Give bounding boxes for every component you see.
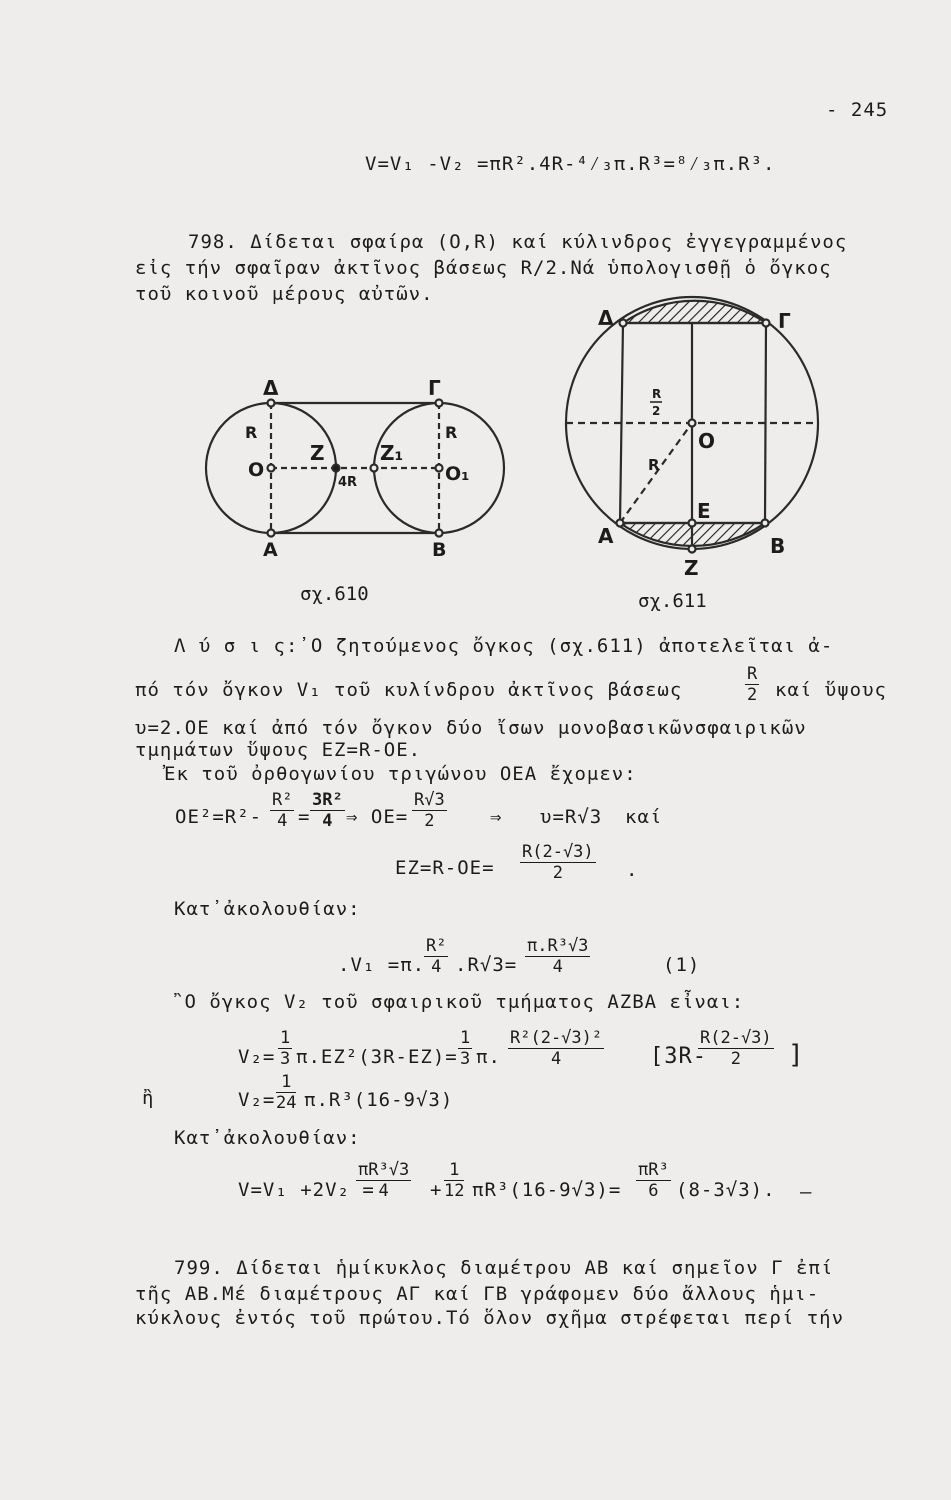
fig611-label-z: Z xyxy=(684,556,699,580)
solution-line-5: Ἐκ τοῦ ὀρθογωνίου τριγώνου OEA ἔχομεν: xyxy=(164,763,637,785)
eq-ez-frac xyxy=(520,842,596,883)
kat-line-1: Κατ᾿ἀκολουθίαν: xyxy=(174,898,361,920)
frac-num: R xyxy=(747,664,758,684)
fig610-label-gamma: Γ xyxy=(428,376,441,400)
eq-v2b-b: π.R³(16-9√3) xyxy=(304,1089,454,1111)
frac-den: 2 xyxy=(552,863,563,883)
frac-den: 3 xyxy=(460,1049,471,1069)
frac-num: R√3 xyxy=(414,790,445,810)
fig610-label-o1: O₁ xyxy=(445,463,470,485)
frac-den: 24 xyxy=(276,1093,297,1113)
fig610-label-b: B xyxy=(432,539,447,561)
eq-v2-a: V₂= xyxy=(238,1046,276,1068)
eq-v2b-a: V₂= xyxy=(238,1089,276,1111)
frac-num: R² xyxy=(426,936,447,956)
frac-num: 1 xyxy=(444,1160,464,1181)
fig610-label-a: A xyxy=(263,539,278,561)
frac-den: 4 xyxy=(431,957,442,977)
figure-611-shapes xyxy=(566,297,818,553)
eq-v1-frac-2 xyxy=(525,936,590,977)
page-number: - 245 xyxy=(826,99,889,121)
eq-v1-frac-1 xyxy=(424,936,448,977)
eq-v2b-frac xyxy=(276,1072,296,1113)
fig610-label-o: O xyxy=(248,459,265,481)
frac-den: 2 xyxy=(747,685,758,705)
eq-final-frac-2 xyxy=(444,1160,464,1201)
problem-799-line-1: 799. Δίδεται ἡμίκυκλος διαμέτρου AB καί σημεῖον Γ ἐπί xyxy=(174,1257,834,1279)
frac-num: R²(2-√3)² xyxy=(510,1028,603,1048)
problem-799-line-2: τῆς AB.Μέ διαμέτρους AΓ καί ΓB γράφομεν δύο ἄλλους ἡμι- xyxy=(135,1283,820,1305)
eq-final-plus: + xyxy=(430,1179,443,1201)
eq-v2-e: ] xyxy=(788,1040,805,1070)
solution-line-3: υ=2.OE καί ἀπό τόν ὄγκον δύο ἴσων μονοβασικῶνσφαιρικῶν xyxy=(135,717,807,739)
frac-num: π.R³√3 xyxy=(527,936,589,956)
eq-final-frac-1 xyxy=(356,1160,411,1201)
fig611-label-e: E xyxy=(697,499,711,523)
solution-line-2a: πό τόν ὄγκον V₁ τοῦ κυλίνδρου ἀκτῖνος βάσεως xyxy=(135,679,683,701)
eq-oe-left: OE²=R²- xyxy=(175,806,263,828)
fig610-label-delta: Δ xyxy=(263,376,279,400)
fig610-label-4r: 4R xyxy=(338,475,358,490)
frac-den: 4 xyxy=(550,1049,562,1069)
eta-or: ἢ xyxy=(142,1087,155,1109)
fig610-label-r-right: R xyxy=(445,423,458,442)
solution-line-2-frac xyxy=(745,664,759,705)
eq-v2-frac-2 xyxy=(458,1028,472,1069)
eq-ez-dot: . xyxy=(626,859,639,881)
fig611-label-o: O xyxy=(698,429,716,453)
line-v2: ῍Ο ὄγκος V₂ τοῦ σφαιρικοῦ τμήματος AZBA εἶναι: xyxy=(172,991,745,1013)
fig610-label-z: Z xyxy=(310,441,325,465)
eq-oe-frac-2 xyxy=(310,790,345,831)
frac-num: 1 xyxy=(460,1028,471,1048)
solution-line-1: Λ ύ σ ι ς:᾿Ο ζητούμενος ὄγκος (σχ.611) ἀποτελεῖται ἀ- xyxy=(174,635,834,657)
frac-num: R(2-√3) xyxy=(700,1028,772,1048)
eq-ez-left: EZ=R-OE= xyxy=(395,857,495,879)
eq-final-frac-3 xyxy=(636,1160,671,1201)
fig611-label-gamma: Γ xyxy=(778,309,791,333)
eq-v2-frac-1 xyxy=(278,1028,292,1069)
frac-num: 1 xyxy=(276,1072,296,1093)
eq-oe-frac-3 xyxy=(412,790,447,831)
solution-line-4: τμημάτων ὕψους EZ=R-OE. xyxy=(135,739,422,761)
fig610-label-z1: Z₁ xyxy=(380,441,404,465)
fig611-label-r-half-den: 2 xyxy=(652,404,661,418)
frac-num: R² xyxy=(272,790,293,810)
eq-final-b: πR³(16-9√3)= xyxy=(472,1179,622,1201)
eq-v2-d: [3R- xyxy=(650,1044,707,1069)
eq-v2-c: π. xyxy=(476,1046,501,1068)
eq-final-c: (8-3√3). xyxy=(676,1179,776,1201)
eq-v1-mid: .R√3= xyxy=(455,954,518,976)
eq-v2-b: π.EZ²(3R-EZ)= xyxy=(296,1046,458,1068)
fig611-label-b: B xyxy=(770,534,786,558)
figure-610-caption: σχ.610 xyxy=(300,583,369,605)
eq-v: υ=R√3 xyxy=(540,806,603,828)
eq-final-end: — xyxy=(800,1181,813,1203)
frac-num: R(2-√3) xyxy=(522,842,594,862)
eq-oe-eq: = xyxy=(298,806,311,828)
frac-num: πR³√3 xyxy=(358,1160,410,1180)
frac-num: πR³ xyxy=(638,1160,669,1180)
eq-oe-arrow: ⇒ OE= xyxy=(346,806,409,828)
eq-v1-tag: (1) xyxy=(663,954,701,976)
frac-num: 1 xyxy=(280,1028,291,1048)
eq-v1-left: .V₁ =π. xyxy=(338,954,426,976)
frac-den: 4 xyxy=(322,811,333,831)
problem-798-line-3: τοῦ κοινοῦ μέρους αὐτῶν. xyxy=(135,283,434,305)
problem-798-line-1: 798. Δίδεται σφαίρα (O,R) καί κύλινδρος ἐγγεγραμμένος xyxy=(188,231,848,253)
fig611-label-r-half-num: R xyxy=(652,387,662,401)
frac-den: 4 xyxy=(552,957,563,977)
eq-oe-frac-1 xyxy=(270,790,294,831)
frac-den: 12 xyxy=(444,1181,465,1201)
frac-den: 4 xyxy=(378,1181,389,1201)
frac-den: 2 xyxy=(730,1049,741,1069)
eq-oe-arrow-2: ⇒ xyxy=(490,806,503,828)
eq-v2-frac-4 xyxy=(698,1028,774,1069)
top-formula: V=V₁ -V₂ =πR².4R-⁴⁄₃π.R³=⁸⁄₃π.R³. xyxy=(365,153,776,175)
figure-611-caption: σχ.611 xyxy=(638,590,707,612)
fig611-label-a: A xyxy=(598,524,614,548)
frac-den: 6 xyxy=(648,1181,659,1201)
frac-num: 3R² xyxy=(312,790,343,810)
fig611-label-delta: Δ xyxy=(598,306,614,330)
fig611-label-r: R xyxy=(648,456,660,474)
kat-line-2: Κατ᾿ἀκολουθίαν: xyxy=(174,1127,361,1149)
fig610-label-r-left: R xyxy=(245,423,258,442)
eq-kai: καί xyxy=(625,806,663,828)
solution-line-2b: καί ὕψους xyxy=(775,679,887,701)
problem-798-line-2: εἰς τήν σφαῖραν ἀκτῖνος βάσεως R/2.Νά ὑπολογισθῇ ὁ ὄγκος xyxy=(135,257,832,279)
frac-den: 3 xyxy=(280,1049,291,1069)
frac-den: 4 xyxy=(277,811,288,831)
frac-den: 2 xyxy=(424,811,435,831)
eq-final-a: V=V₁ +2V₂ = xyxy=(238,1179,375,1201)
problem-799-line-3: κύκλους ἐντός τοῦ πρώτου.Τό ὅλον σχῆμα στρέφεται περί τήν xyxy=(135,1307,845,1329)
eq-v2-frac-3 xyxy=(508,1028,604,1069)
